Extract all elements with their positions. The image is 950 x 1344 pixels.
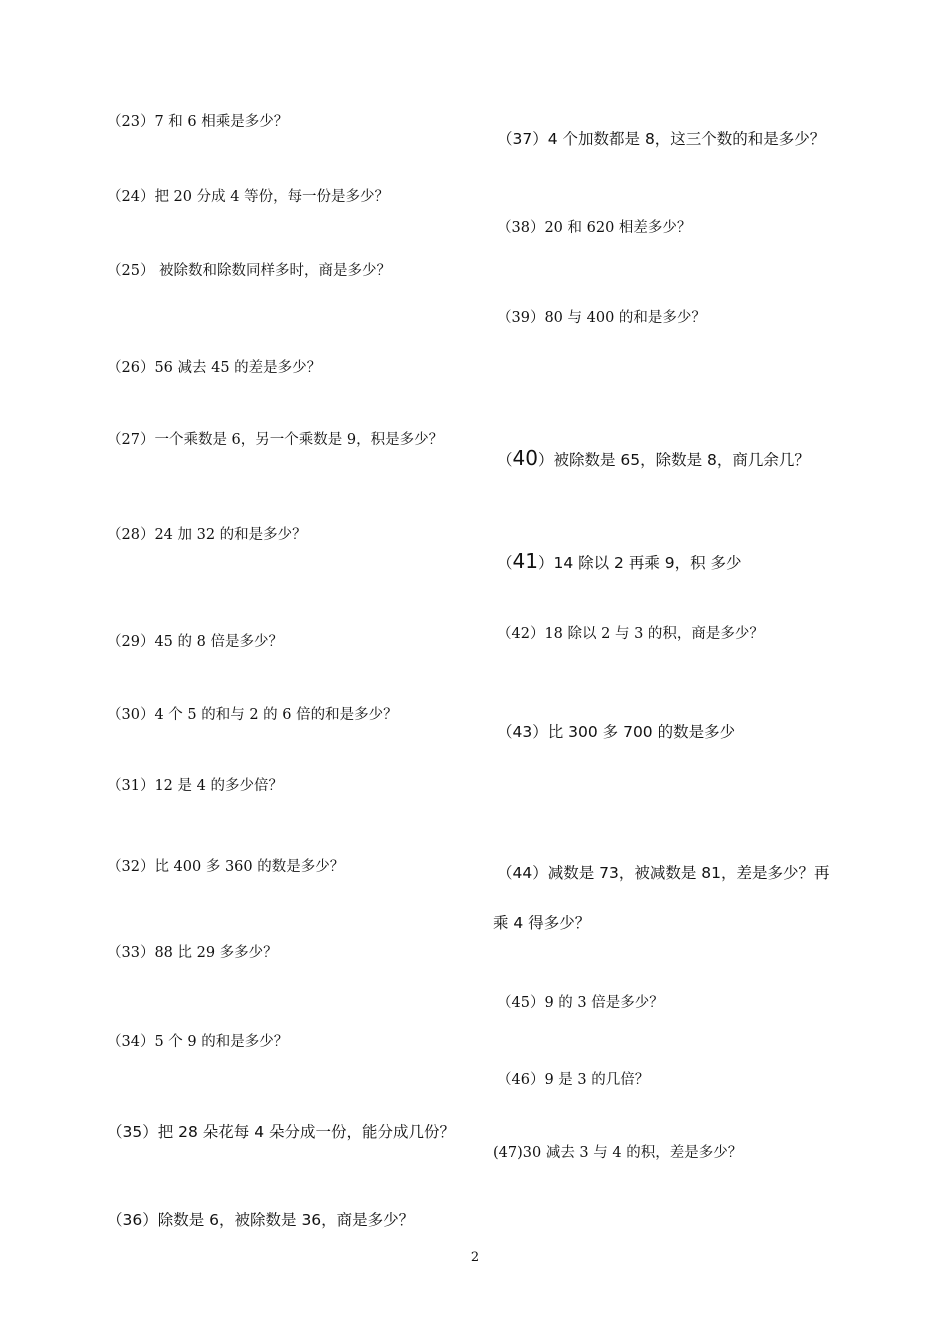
question-34: （34）5 个 9 的和是多少？	[107, 1034, 289, 1050]
question-29: （29）45 的 8 倍是多少？	[107, 634, 283, 650]
question-43: （43）比 300 多 700 的数是多少	[497, 723, 736, 741]
question-46: （46）9 是 3 的几倍？	[497, 1072, 650, 1088]
question-40-open-paren: （	[497, 451, 513, 469]
question-25: （25） 被除数和除数同样多时，商是多少？	[107, 263, 392, 279]
question-24: （24）把 20 分成 4 等份，每一份是多少？	[107, 189, 390, 205]
question-41-number: 41	[512, 549, 538, 573]
question-35: （35）把 28 朵花每 4 朵分成一份，能分成几份？	[107, 1123, 456, 1141]
question-36: （36）除数是 6，被除数是 36，商是多少？	[107, 1211, 415, 1229]
question-40	[497, 448, 810, 470]
question-33: （33）88 比 29 多多少？	[107, 945, 278, 961]
question-31: （31）12 是 4 的多少倍？	[107, 778, 283, 794]
question-38: （38）20 和 620 相差多少？	[497, 220, 692, 236]
question-26: （26）56 减去 45 的差是多少？	[107, 360, 322, 376]
question-30: （30）4 个 5 的和与 2 的 6 倍的和是多少？	[107, 707, 398, 723]
question-32: （32）比 400 多 360 的数是多少？	[107, 859, 345, 875]
question-41-open-paren: （	[497, 554, 513, 572]
question-27: （27）一个乘数是 6，另一个乘数是 9，积是多少？	[107, 432, 444, 448]
question-42: （42）18 除以 2 与 3 的积，商是多少？	[497, 626, 764, 642]
question-41-text: ）14 除以 2 再乘 9，积 多少	[537, 554, 742, 572]
question-44-line-1: （44）减数是 73，被减数是 81，差是多少？再	[497, 864, 830, 882]
question-40-number: 40	[512, 446, 538, 470]
question-44-line-2: 乘 4 得多少？	[493, 914, 591, 932]
question-41	[497, 551, 742, 573]
question-23: （23）7 和 6 相乘是多少？	[107, 114, 289, 130]
question-40-text: ）被除数是 65，除数是 8，商几余几？	[537, 451, 810, 469]
question-39: （39）80 与 400 的和是多少？	[497, 310, 706, 326]
question-37: （37）4 个加数都是 8，这三个数的和是多少？	[497, 130, 826, 148]
question-45: （45）9 的 3 倍是多少？	[497, 995, 664, 1011]
page-number: 2	[470, 1250, 480, 1265]
question-47: (47)30 减去 3 与 4 的积，差是多少？	[493, 1145, 743, 1161]
question-28: （28）24 加 32 的和是多少？	[107, 527, 307, 543]
